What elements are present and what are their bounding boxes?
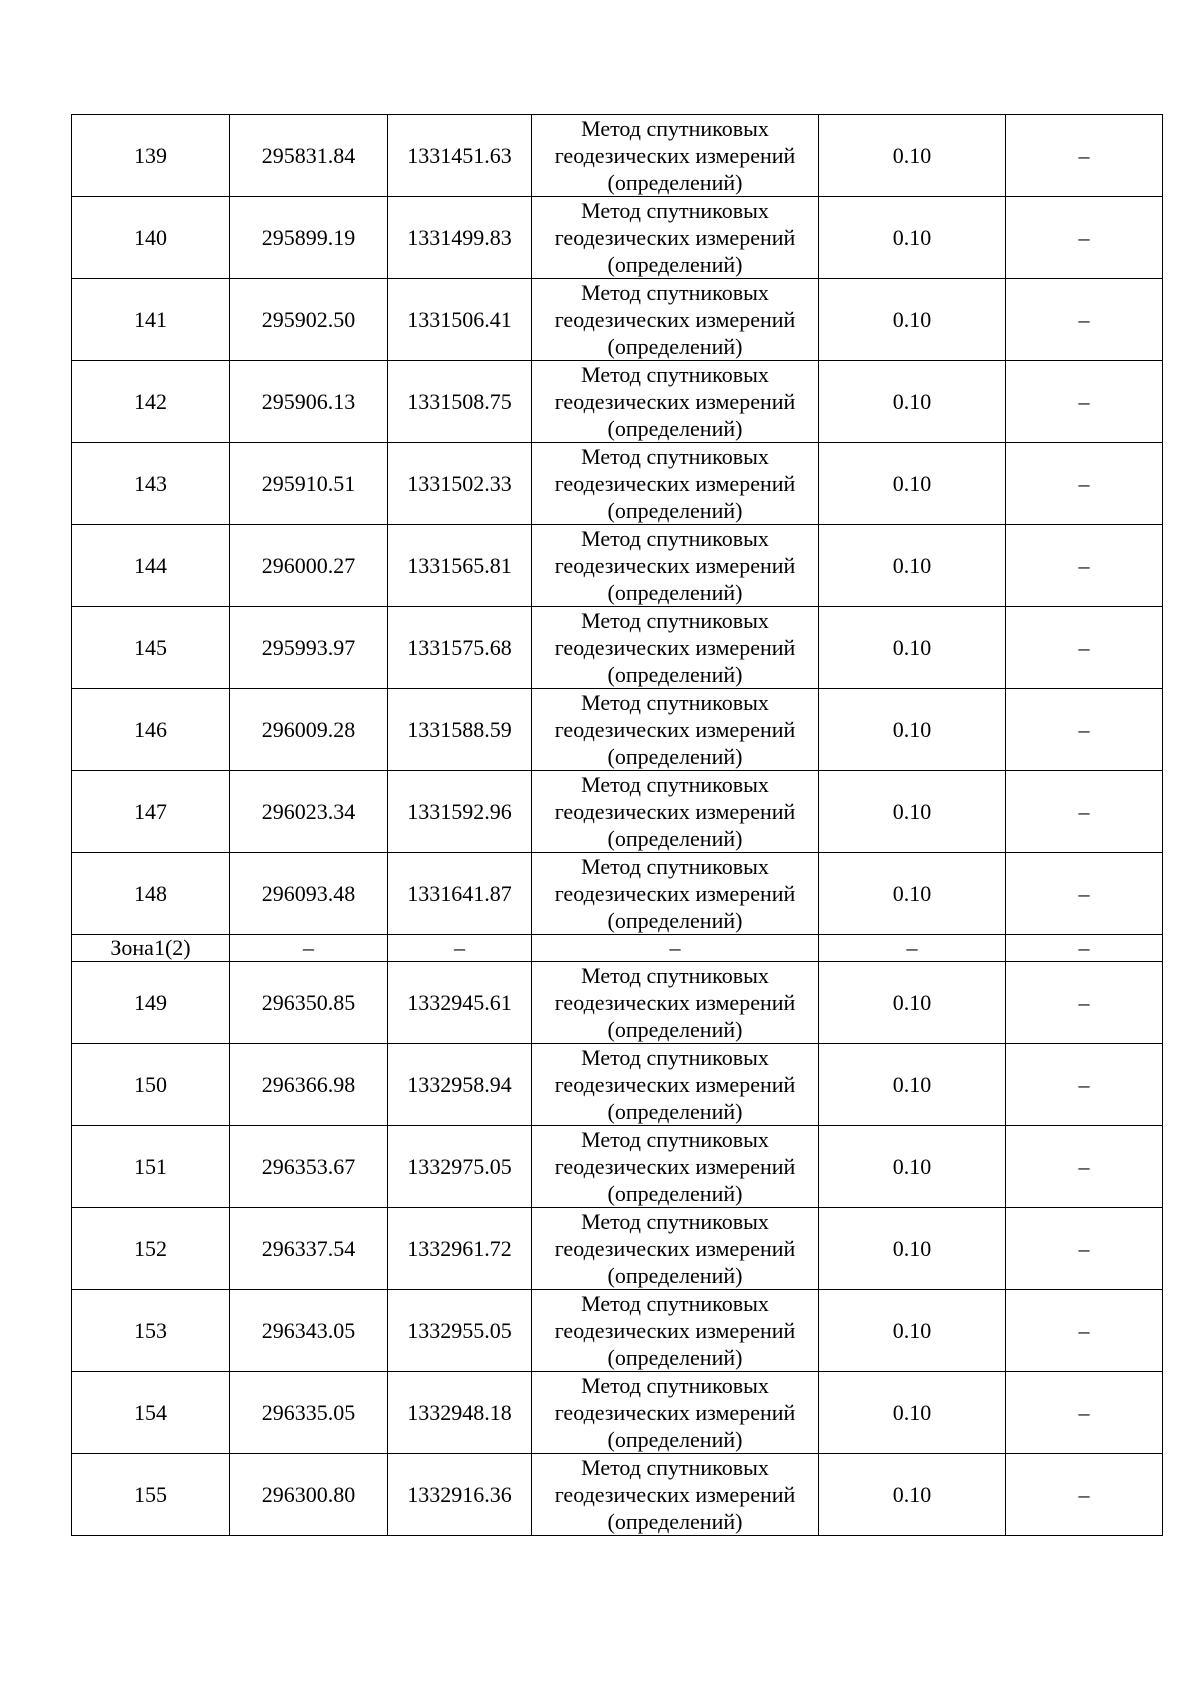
method-text-line: Метод спутниковых xyxy=(581,1127,769,1152)
description-cell: – xyxy=(1006,1208,1163,1290)
y-coordinate-cell: 1331641.87 xyxy=(388,853,532,935)
method-cell xyxy=(532,525,819,607)
description-cell: – xyxy=(1006,525,1163,607)
description-cell: – xyxy=(1006,279,1163,361)
point-number-cell: 144 xyxy=(72,525,230,607)
y-coordinate-cell: 1331575.68 xyxy=(388,607,532,689)
y-coordinate-cell: 1332975.05 xyxy=(388,1126,532,1208)
description-cell: – xyxy=(1006,1126,1163,1208)
description-cell: – xyxy=(1006,115,1163,197)
method-text-line: геодезических измерений xyxy=(554,389,796,414)
x-coordinate-cell: 296023.34 xyxy=(230,771,388,853)
table-row xyxy=(72,771,1163,853)
method-cell xyxy=(532,361,819,443)
description-cell: – xyxy=(1006,689,1163,771)
y-coordinate-cell: 1332961.72 xyxy=(388,1208,532,1290)
method-text-line: (определений) xyxy=(607,1017,743,1042)
x-coordinate-cell: 296353.67 xyxy=(230,1126,388,1208)
method-text-line: (определений) xyxy=(607,498,743,523)
method-cell xyxy=(532,935,819,962)
coordinates-table xyxy=(71,114,1163,1536)
description-cell: – xyxy=(1006,1290,1163,1372)
method-text-line: Метод спутниковых xyxy=(581,608,769,633)
point-number-cell: 150 xyxy=(72,1044,230,1126)
accuracy-cell: 0.10 xyxy=(819,525,1006,607)
method-text-line: геодезических измерений xyxy=(554,307,796,332)
method-cell xyxy=(532,1372,819,1454)
method-text-line: Метод спутниковых xyxy=(581,963,769,988)
method-cell xyxy=(532,1454,819,1536)
method-text-line: (определений) xyxy=(607,1509,743,1534)
table-row xyxy=(72,115,1163,197)
description-cell: – xyxy=(1006,1372,1163,1454)
method-text-line: Метод спутниковых xyxy=(581,444,769,469)
method-text-line: геодезических измерений xyxy=(554,553,796,578)
method-text-line: геодезических измерений xyxy=(554,799,796,824)
method-text-line: геодезических измерений xyxy=(554,225,796,250)
method-text-line: – xyxy=(669,935,681,960)
x-coordinate-cell: 296300.80 xyxy=(230,1454,388,1536)
point-number-cell: 142 xyxy=(72,361,230,443)
method-text-line: Метод спутниковых xyxy=(581,198,769,223)
point-number-cell: 147 xyxy=(72,771,230,853)
x-coordinate-cell: 295899.19 xyxy=(230,197,388,279)
description-cell: – xyxy=(1006,1044,1163,1126)
method-cell xyxy=(532,115,819,197)
y-coordinate-cell: 1331502.33 xyxy=(388,443,532,525)
x-coordinate-cell: 296366.98 xyxy=(230,1044,388,1126)
y-coordinate-cell: 1331506.41 xyxy=(388,279,532,361)
table-row xyxy=(72,607,1163,689)
method-text-line: Метод спутниковых xyxy=(581,1455,769,1480)
description-cell: – xyxy=(1006,197,1163,279)
description-cell: – xyxy=(1006,361,1163,443)
accuracy-cell: 0.10 xyxy=(819,361,1006,443)
description-cell: – xyxy=(1006,853,1163,935)
method-text-line: геодезических измерений xyxy=(554,717,796,742)
x-coordinate-cell: 296093.48 xyxy=(230,853,388,935)
table-body xyxy=(72,115,1163,1536)
accuracy-cell: 0.10 xyxy=(819,1126,1006,1208)
accuracy-cell: 0.10 xyxy=(819,771,1006,853)
method-text-line: геодезических измерений xyxy=(554,635,796,660)
method-text-line: (определений) xyxy=(607,826,743,851)
method-cell xyxy=(532,443,819,525)
method-text-line: Метод спутниковых xyxy=(581,116,769,141)
point-number-cell: 155 xyxy=(72,1454,230,1536)
method-cell xyxy=(532,771,819,853)
method-text-line: Метод спутниковых xyxy=(581,772,769,797)
table-row xyxy=(72,1290,1163,1372)
accuracy-cell: 0.10 xyxy=(819,1372,1006,1454)
accuracy-cell: 0.10 xyxy=(819,1290,1006,1372)
y-coordinate-cell: 1331508.75 xyxy=(388,361,532,443)
method-text-line: (определений) xyxy=(607,1099,743,1124)
x-coordinate-cell: 296350.85 xyxy=(230,962,388,1044)
method-text-line: (определений) xyxy=(607,1345,743,1370)
method-text-line: (определений) xyxy=(607,416,743,441)
table-row xyxy=(72,525,1163,607)
method-cell xyxy=(532,607,819,689)
method-text-line: геодезических измерений xyxy=(554,143,796,168)
method-text-line: геодезических измерений xyxy=(554,1236,796,1261)
point-number-cell: 139 xyxy=(72,115,230,197)
x-coordinate-cell: 296009.28 xyxy=(230,689,388,771)
zone-label: Зона1(2) xyxy=(72,935,230,962)
table-row xyxy=(72,1208,1163,1290)
table-row xyxy=(72,1044,1163,1126)
table-row xyxy=(72,689,1163,771)
x-coordinate-cell: 296000.27 xyxy=(230,525,388,607)
method-cell xyxy=(532,279,819,361)
table-row xyxy=(72,1372,1163,1454)
point-number-cell: 140 xyxy=(72,197,230,279)
method-text-line: геодезических измерений xyxy=(554,471,796,496)
method-text-line: (определений) xyxy=(607,580,743,605)
method-cell xyxy=(532,689,819,771)
method-text-line: (определений) xyxy=(607,334,743,359)
x-coordinate-cell: 296343.05 xyxy=(230,1290,388,1372)
y-coordinate-cell: 1331592.96 xyxy=(388,771,532,853)
y-coordinate-cell: 1331588.59 xyxy=(388,689,532,771)
point-number-cell: 151 xyxy=(72,1126,230,1208)
method-text-line: геодезических измерений xyxy=(554,990,796,1015)
method-text-line: (определений) xyxy=(607,1427,743,1452)
point-number-cell: 141 xyxy=(72,279,230,361)
method-text-line: Метод спутниковых xyxy=(581,854,769,879)
y-coordinate-cell: 1332948.18 xyxy=(388,1372,532,1454)
point-number-cell: 145 xyxy=(72,607,230,689)
method-text-line: (определений) xyxy=(607,908,743,933)
method-cell xyxy=(532,1290,819,1372)
point-number-cell: 143 xyxy=(72,443,230,525)
accuracy-cell: 0.10 xyxy=(819,853,1006,935)
method-text-line: (определений) xyxy=(607,170,743,195)
x-coordinate-cell: 295910.51 xyxy=(230,443,388,525)
method-text-line: Метод спутниковых xyxy=(581,1209,769,1234)
method-text-line: геодезических измерений xyxy=(554,1072,796,1097)
point-number-cell: 149 xyxy=(72,962,230,1044)
y-coordinate-cell: – xyxy=(388,935,532,962)
method-text-line: (определений) xyxy=(607,662,743,687)
description-cell: – xyxy=(1006,935,1163,962)
table-row xyxy=(72,443,1163,525)
x-coordinate-cell: 295831.84 xyxy=(230,115,388,197)
x-coordinate-cell: 296337.54 xyxy=(230,1208,388,1290)
method-text-line: (определений) xyxy=(607,252,743,277)
method-text-line: Метод спутниковых xyxy=(581,1291,769,1316)
method-text-line: геодезических измерений xyxy=(554,1482,796,1507)
method-text-line: Метод спутниковых xyxy=(581,362,769,387)
method-text-line: геодезических измерений xyxy=(554,1154,796,1179)
accuracy-cell: 0.10 xyxy=(819,1208,1006,1290)
y-coordinate-cell: 1332955.05 xyxy=(388,1290,532,1372)
accuracy-cell: – xyxy=(819,935,1006,962)
table-row xyxy=(72,197,1163,279)
method-text-line: (определений) xyxy=(607,1181,743,1206)
y-coordinate-cell: 1332958.94 xyxy=(388,1044,532,1126)
accuracy-cell: 0.10 xyxy=(819,279,1006,361)
table-row xyxy=(72,962,1163,1044)
accuracy-cell: 0.10 xyxy=(819,689,1006,771)
accuracy-cell: 0.10 xyxy=(819,962,1006,1044)
method-text-line: Метод спутниковых xyxy=(581,280,769,305)
method-cell xyxy=(532,962,819,1044)
x-coordinate-cell: 295902.50 xyxy=(230,279,388,361)
accuracy-cell: 0.10 xyxy=(819,115,1006,197)
accuracy-cell: 0.10 xyxy=(819,443,1006,525)
method-text-line: геодезических измерений xyxy=(554,881,796,906)
method-cell xyxy=(532,197,819,279)
method-cell xyxy=(532,1208,819,1290)
table-row xyxy=(72,279,1163,361)
zone-row xyxy=(72,935,1163,962)
method-text-line: геодезических измерений xyxy=(554,1318,796,1343)
description-cell: – xyxy=(1006,771,1163,853)
method-text-line: Метод спутниковых xyxy=(581,1373,769,1398)
y-coordinate-cell: 1332916.36 xyxy=(388,1454,532,1536)
point-number-cell: 146 xyxy=(72,689,230,771)
method-cell xyxy=(532,1126,819,1208)
description-cell: – xyxy=(1006,1454,1163,1536)
method-text-line: Метод спутниковых xyxy=(581,1045,769,1070)
point-number-cell: 153 xyxy=(72,1290,230,1372)
y-coordinate-cell: 1332945.61 xyxy=(388,962,532,1044)
table-row xyxy=(72,1126,1163,1208)
table-row xyxy=(72,1454,1163,1536)
point-number-cell: 152 xyxy=(72,1208,230,1290)
x-coordinate-cell: 296335.05 xyxy=(230,1372,388,1454)
x-coordinate-cell: – xyxy=(230,935,388,962)
description-cell: – xyxy=(1006,443,1163,525)
method-text-line: (определений) xyxy=(607,1263,743,1288)
method-cell xyxy=(532,1044,819,1126)
method-text-line: (определений) xyxy=(607,744,743,769)
method-text-line: Метод спутниковых xyxy=(581,526,769,551)
table-row xyxy=(72,853,1163,935)
method-cell xyxy=(532,853,819,935)
method-text-line: Метод спутниковых xyxy=(581,690,769,715)
point-number-cell: 148 xyxy=(72,853,230,935)
description-cell: – xyxy=(1006,607,1163,689)
x-coordinate-cell: 295993.97 xyxy=(230,607,388,689)
accuracy-cell: 0.10 xyxy=(819,1454,1006,1536)
accuracy-cell: 0.10 xyxy=(819,607,1006,689)
y-coordinate-cell: 1331451.63 xyxy=(388,115,532,197)
description-cell: – xyxy=(1006,962,1163,1044)
table-row xyxy=(72,361,1163,443)
point-number-cell: 154 xyxy=(72,1372,230,1454)
x-coordinate-cell: 295906.13 xyxy=(230,361,388,443)
y-coordinate-cell: 1331565.81 xyxy=(388,525,532,607)
y-coordinate-cell: 1331499.83 xyxy=(388,197,532,279)
accuracy-cell: 0.10 xyxy=(819,197,1006,279)
accuracy-cell: 0.10 xyxy=(819,1044,1006,1126)
method-text-line: геодезических измерений xyxy=(554,1400,796,1425)
